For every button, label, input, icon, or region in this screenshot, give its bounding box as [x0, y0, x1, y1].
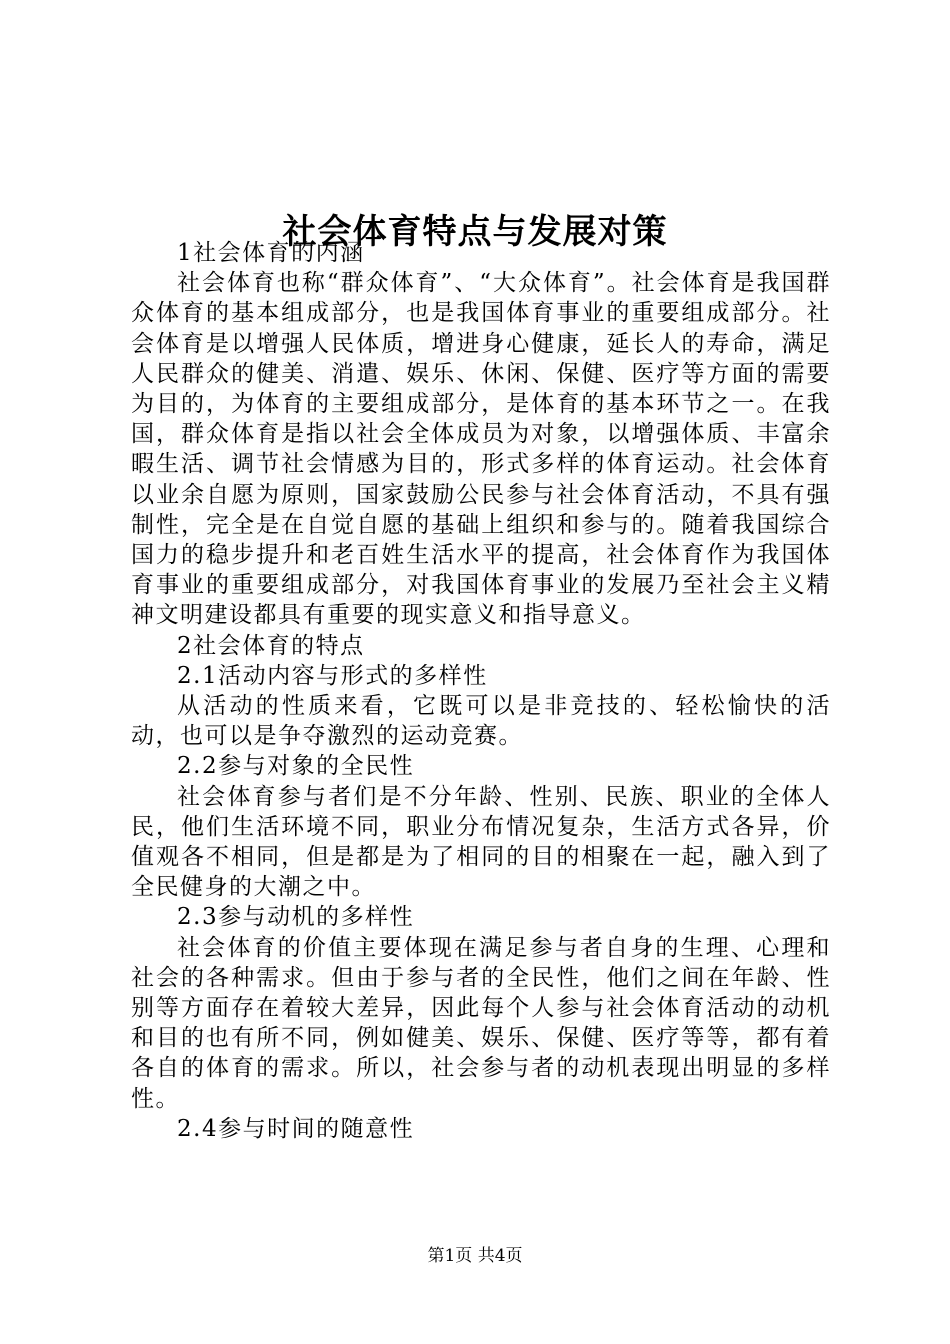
subsection-heading: 2.2参与对象的全民性	[177, 753, 415, 780]
body-paragraph: 社会体育的价值主要体现在满足参与者自身的生理、心理和社会的各种需求。但由于参与者的全民性，他们之间在年龄、性别等方面存在着较大差异，因此每个人参与社会体育活动的动机和目的也有所不同，例如健美、娱乐、保健、医疗等等，都有着各自的体育的需求。所以，社会参与者的动机表现出明显的多样性。	[131, 934, 831, 1112]
subsection-heading: 2.3参与动机的多样性	[177, 904, 415, 931]
page-footer: 第1页 共4页	[427, 1246, 523, 1266]
document-body	[131, 238, 831, 1144]
subsection-heading: 2.4参与时间的随意性	[177, 1115, 415, 1142]
subsection-heading: 2.1活动内容与形式的多样性	[177, 662, 488, 689]
document-title: 社会体育特点与发展对策	[282, 211, 668, 252]
body-paragraph: 社会体育参与者们是不分年龄、性别、民族、职业的全体人民，他们生活环境不同，职业分布情况复杂，生活方式各异，价值观各不相同，但是都是为了相同的目的相聚在一起，融入到了全民健身的大潮之中。	[131, 783, 831, 901]
body-paragraph: 从活动的性质来看，它既可以是非竞技的、轻松愉快的活动，也可以是争夺激烈的运动竞赛。	[131, 693, 831, 750]
section-heading: 1社会体育的内涵	[177, 240, 365, 266]
body-paragraph: 社会体育也称“群众体育”、“大众体育”。社会体育是我国群众体育的基本组成部分，也是我国体育事业的重要组成部分。社会体育是以增强人民体质，增进身心健康，延长人的寿命，满足人民群众的健美、消遣、娱乐、休闲、保健、医疗等方面的需要为目的，为体育的主要组成部分，是体育的基本环节之一。在我国，群众体育是指以社会全体成员为对象，以增强体质、丰富余暇生活、调节社会情感为目的，形式多样的体育运动。社会体育以业余自愿为原则，国家鼓励公民参与社会体育活动，不具有强制性，完全是在自觉自愿的基础上组织和参与的。随着我国综合国力的稳步提升和老百姓生活水平的提高，社会体育作为我国体育事业的重要组成部分，对我国体育事业的发展乃至社会主义精神文明建设都具有重要的现实意义和指导意义。	[131, 270, 831, 629]
section-heading: 2社会体育的特点	[177, 632, 365, 659]
